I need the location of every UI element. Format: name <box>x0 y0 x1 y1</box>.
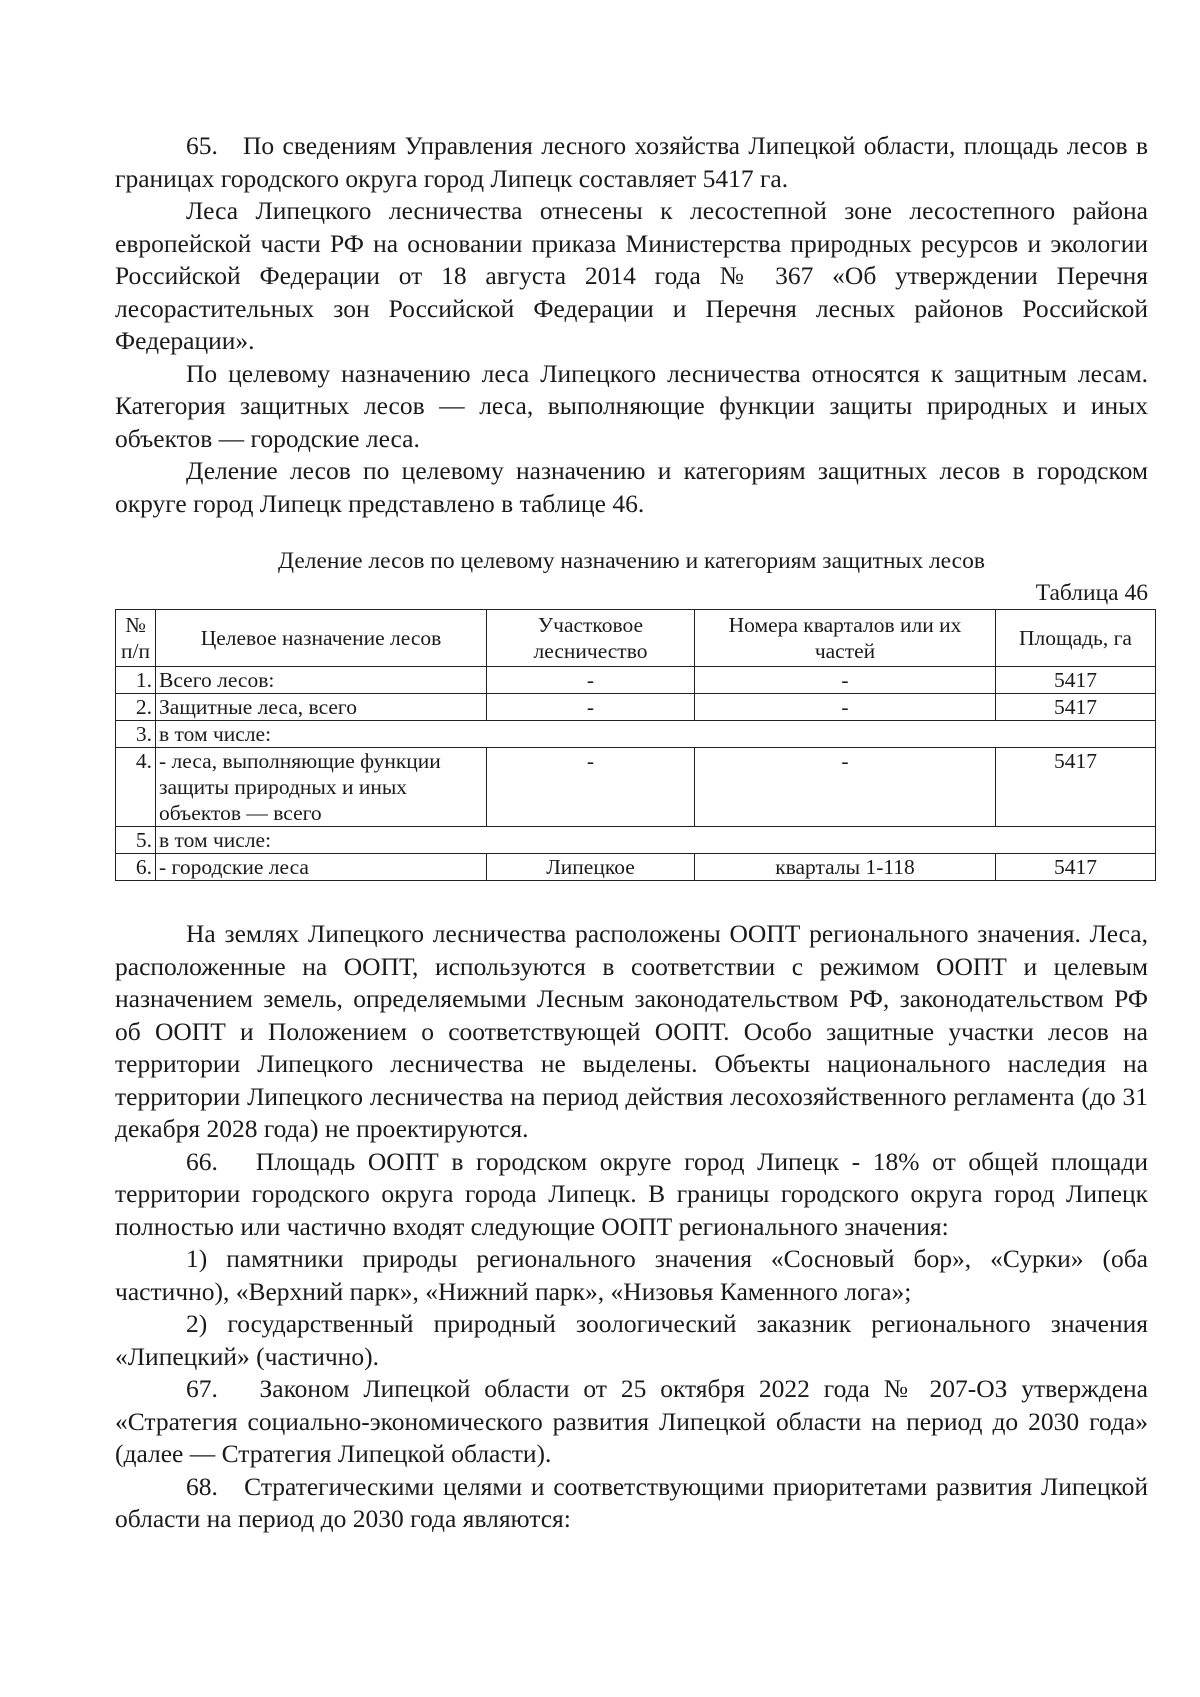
table-row <box>116 827 1156 854</box>
row-area: 5417 <box>996 667 1156 694</box>
body-section <box>115 918 1148 1536</box>
paragraph-66-item-1: 1) памятники природы регионального значения «Сосновый бор», «Сурки» (оба частично), «Верхний парк», «Нижний парк», «Низовья Каменного лога»; <box>115 1244 1148 1306</box>
paragraph-forest-purpose: По целевому назначению леса Липецкого лесничества относятся к защитным лесам. Категория защитных лесов — леса, выполняющие функции защиты природных и иных объектов — городские леса. <box>115 358 1148 453</box>
row-num: 1. <box>116 667 156 694</box>
row-purpose: Всего лесов: <box>156 667 487 694</box>
header-area: Площадь, га <box>996 610 1156 667</box>
row-quarters: - <box>695 748 996 827</box>
header-num: № п/п <box>116 610 156 667</box>
table-row <box>116 667 1156 694</box>
table-header-row <box>116 610 1156 667</box>
row-district: - <box>487 694 695 721</box>
row-purpose: - городские леса <box>156 854 487 881</box>
row-district: Липецкое <box>487 854 695 881</box>
row-purpose: - леса, выполняющие функции защиты природных и иных объектов — всего <box>156 748 487 827</box>
row-num: 3. <box>116 721 156 748</box>
row-purpose: Защитные леса, всего <box>156 694 487 721</box>
paragraph-forest-zone: Леса Липецкого лесничества отнесены к лесостепной зоне лесостепного района европейской части РФ на основании приказа Министерства природных ресурсов и экологии Российской Федерации от 18 августа 2014 года № 367 «Об утверждении Перечня лесорастительных зон Российской Федерации и Перечня лесных районов Российской Федерации». <box>115 196 1148 355</box>
forest-division-table <box>115 609 1156 881</box>
row-area: 5417 <box>996 854 1156 881</box>
paragraph-forest-division: Деление лесов по целевому назначению и категориям защитных лесов в городском округе город Липецк представлено в таблице 46. <box>115 456 1148 518</box>
row-num: 2. <box>116 694 156 721</box>
paragraph-65: 65. По сведениям Управления лесного хозяйства Липецкой области, площадь лесов в границах городского округа город Липецк составляет 5417 га. <box>115 131 1148 193</box>
row-quarters: - <box>695 694 996 721</box>
table-row <box>116 854 1156 881</box>
row-purpose: в том числе: <box>156 827 1156 854</box>
paragraph-oopt: На землях Липецкого лесничества расположены ООПТ регионального значения. Леса, расположенные на ООПТ, используются в соответствии с режимом ООПТ и целевым назначением земель, определяемыми Лесным законодательством РФ, законодательством РФ об ООПТ и Положением о соответствующей ООПТ. Особо защитные участки лесов на территории Липецкого лесничества не выделены. Объекты национального наследия на территории Липецкого лесничества на период действия лесохозяйственного регламента (до 31 декабря 2028 года) не проектируются. <box>115 919 1148 1143</box>
paragraph-68: 68. Стратегическими целями и соответствующими приоритетами развития Липецкой области на период до 2030 года являются: <box>115 1471 1148 1533</box>
header-purpose: Целевое назначение лесов <box>156 610 487 667</box>
row-num: 5. <box>116 827 156 854</box>
row-district: - <box>487 748 695 827</box>
table-title: Деление лесов по целевому назначению и категориям защитных лесов <box>278 548 985 574</box>
row-num: 4. <box>116 748 156 827</box>
table-number-label: Таблица 46 <box>1035 580 1148 606</box>
row-num: 6. <box>116 854 156 881</box>
row-district: - <box>487 667 695 694</box>
paragraph-66-item-2: 2) государственный природный зоологический заказник регионального значения «Липецкий» (частично). <box>115 1309 1148 1371</box>
table-row <box>116 694 1156 721</box>
header-district: Участковое лесничество <box>487 610 695 667</box>
row-area: 5417 <box>996 748 1156 827</box>
row-quarters: - <box>695 667 996 694</box>
paragraph-67: 67. Законом Липецкой области от 25 октября 2022 года № 207-ОЗ утверждена «Стратегия социально-экономического развития Липецкой области на период до 2030 года» (далее — Стратегия Липецкой области). <box>115 1374 1148 1468</box>
paragraph-66: 66. Площадь ООПТ в городском округе город Липецк - 18% от общей площади территории городского округа города Липецк. В границы городского округа город Липецк полностью или частично входят следующие ООПТ регионального значения: <box>115 1146 1148 1241</box>
row-quarters: кварталы 1-118 <box>695 854 996 881</box>
table-row <box>116 721 1156 748</box>
header-quarters: Номера кварталов или их частей <box>695 610 996 667</box>
table-row <box>116 748 1156 827</box>
row-area: 5417 <box>996 694 1156 721</box>
row-purpose: в том числе: <box>156 721 1156 748</box>
intro-section <box>115 130 1148 520</box>
